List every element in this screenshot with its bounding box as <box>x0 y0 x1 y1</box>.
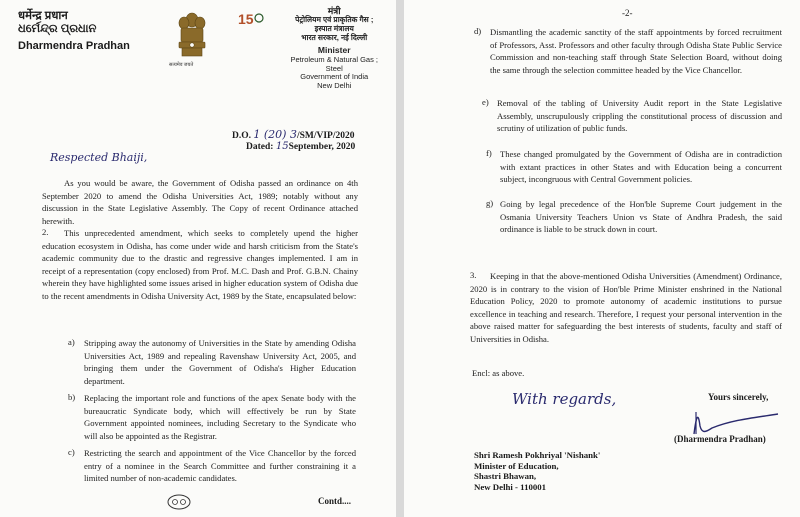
list-item: Replacing the important role and functions of the apex Senate body with the bureaucratic Syndicate body, which will effectively be run by State Government appointed nominees, including Secretary to the Syndicate who will also be appointed as the Registrar. <box>84 393 356 441</box>
list-item: Dismantling the academic sanctity of the staff appointments by forced recruitment of Professors, Asst. Professors and other faculty through Odisha State Public Service Commission and non-teaching staff through State Selection Board, without doing the same through the selection committee headed by the Vice Chancellor. <box>490 27 782 75</box>
salutation: Respected Bhaiji, <box>50 151 148 164</box>
dated-label: Dated: <box>246 142 274 152</box>
list-item: Removal of the tabling of University Audit report in the State Legislative Assembly, unscrupulously crippling the constitutional process of discussion and scrutiny of utilization of public funds. <box>497 98 782 133</box>
addressee-line: Shastri Bhawan, <box>474 471 537 481</box>
name-hindi: धर्मेन्द्र प्रधान <box>18 10 68 22</box>
do-suffix: /SM/VIP/2020 <box>296 131 355 141</box>
ministry-hindi-3: इस्पात मंत्रालय <box>314 23 354 33</box>
list-marker: c) <box>68 447 75 457</box>
letter-page-2 <box>404 0 800 517</box>
ministry-hindi-1: मंत्री <box>327 6 341 16</box>
anniversary-logo-icon <box>238 10 264 28</box>
emblem-caption: सत्यमेव जयते <box>169 63 194 68</box>
handwritten-regards: With regards, <box>512 390 617 408</box>
name-english: Dharmendra Pradhan <box>18 40 130 52</box>
paragraph-3: Keeping in that the above-mentioned Odisha Universities (Amendment) Ordinance, 2020 is in contrary to the vision of Hon'ble Prime Minister enshrined in the National Education Policy, 2020 to promote autonomy of academic institutions to pursue excellence in teaching and research. Therefore, I request your personal intervention in the above raised matter for safeguarding the best interests of students, faculty and staff of Universities in Odisha. <box>470 271 782 344</box>
paragraph-1: As you would be aware, the Government of Odisha passed an ordinance on 4th September 2020 to amend the Odisha Universities Act, 1989; notably without any discussion in the State Legislative Assembly. The Copy of recent Ordinance attached herewith. <box>42 178 358 226</box>
ministry-header <box>290 6 378 90</box>
paragraph-3-number: 3. <box>470 270 477 280</box>
do-handwritten: 1 (20) 3 <box>253 128 297 141</box>
list-item: Going by legal precedence of the Hon'ble Supreme Court judgement in the Osmania University Teachers Union vs State of Andhra Pradesh, the said ordinance is liable to be struck down in court. <box>500 199 782 234</box>
ministry-en-2: Petroleum & Natural Gas ; <box>290 54 378 64</box>
list-marker: f) <box>486 148 492 158</box>
national-emblem-icon <box>175 10 209 62</box>
continued-note: Contd.... <box>318 496 352 506</box>
ministry-en-4: Government of India <box>300 72 369 82</box>
addressee-line: New Delhi - 110001 <box>474 481 547 492</box>
list-item: Restricting the search and appointment of the Vice Chancellor by the forced entry of a nominee in the Search Committee and further constraining it a limited number of non-academic candidates. <box>84 448 356 483</box>
addressee-block <box>474 450 600 492</box>
list-marker: d) <box>474 26 482 36</box>
svg-text:15: 15 <box>238 11 254 27</box>
ministry-en-5: New Delhi <box>317 80 352 90</box>
ministry-hindi-2: पेट्रोलियम एवं प्राकृतिक गैस ; <box>295 15 374 25</box>
list-marker: b) <box>68 392 76 402</box>
signature-icon <box>682 404 782 438</box>
do-reference <box>232 128 354 141</box>
yours-sincerely: Yours sincerely, <box>708 392 769 402</box>
ministry-en-1: Minister <box>317 45 351 56</box>
paragraph-2: This unprecedented amendment, which seeks to completely upend the higher education ecosystem in Odisha, has come under wide and harsh criticism from the State's academic community due to the drastic and regressive changes implemented. I am in receipt of a representation (copy enclosed) from Prof. M.C. Dash and Prof. G.B.N. Chainy wherein they have highlighted some issues arised in higher education system of Odisha due to the recent amendments in Odisha University Act, 1989 by the State, encapsulated below: <box>42 228 358 301</box>
paragraph-2-number: 2. <box>42 227 49 237</box>
enclosure-note: Encl: as above. <box>472 368 525 378</box>
footer-logo-icon <box>166 493 192 511</box>
name-odia: ଧର୍ମେନ୍ଦ୍ର ପ୍ରଧାନ <box>18 23 97 35</box>
list-marker: e) <box>482 97 489 107</box>
list-item: Stripping away the autonomy of Universities in the State by amending Odisha Universities Act, 1989 and repealing Ravenshaw University Act, 2005, and bringing them under the Government of Odisha's Higher Education department. <box>84 338 356 386</box>
ministry-hindi-4: भारत सरकार, नई दिल्ली <box>301 32 368 42</box>
signatory-name: (Dharmendra Pradhan) <box>674 434 766 444</box>
list-item: These changed promulgated by the Government of Odisha are in contradiction with extant practices in other States and with Education being a concurrent subject, incongruous with Central Government policies. <box>500 149 782 184</box>
list-marker: a) <box>68 337 75 347</box>
do-prefix: D.O. <box>232 131 251 141</box>
list-marker: g) <box>486 198 494 208</box>
addressee-line: Minister of Education, <box>474 460 559 471</box>
letter-page-1 <box>0 0 396 517</box>
addressee-line: Shri Ramesh Pokhriyal 'Nishank' <box>474 450 601 460</box>
dated-rest: September, 2020 <box>288 142 356 152</box>
dated-handwritten: 15 <box>275 141 289 152</box>
page-number: -2- <box>622 8 633 18</box>
dated-line <box>246 141 355 152</box>
ministry-en-3: Steel <box>325 63 343 73</box>
